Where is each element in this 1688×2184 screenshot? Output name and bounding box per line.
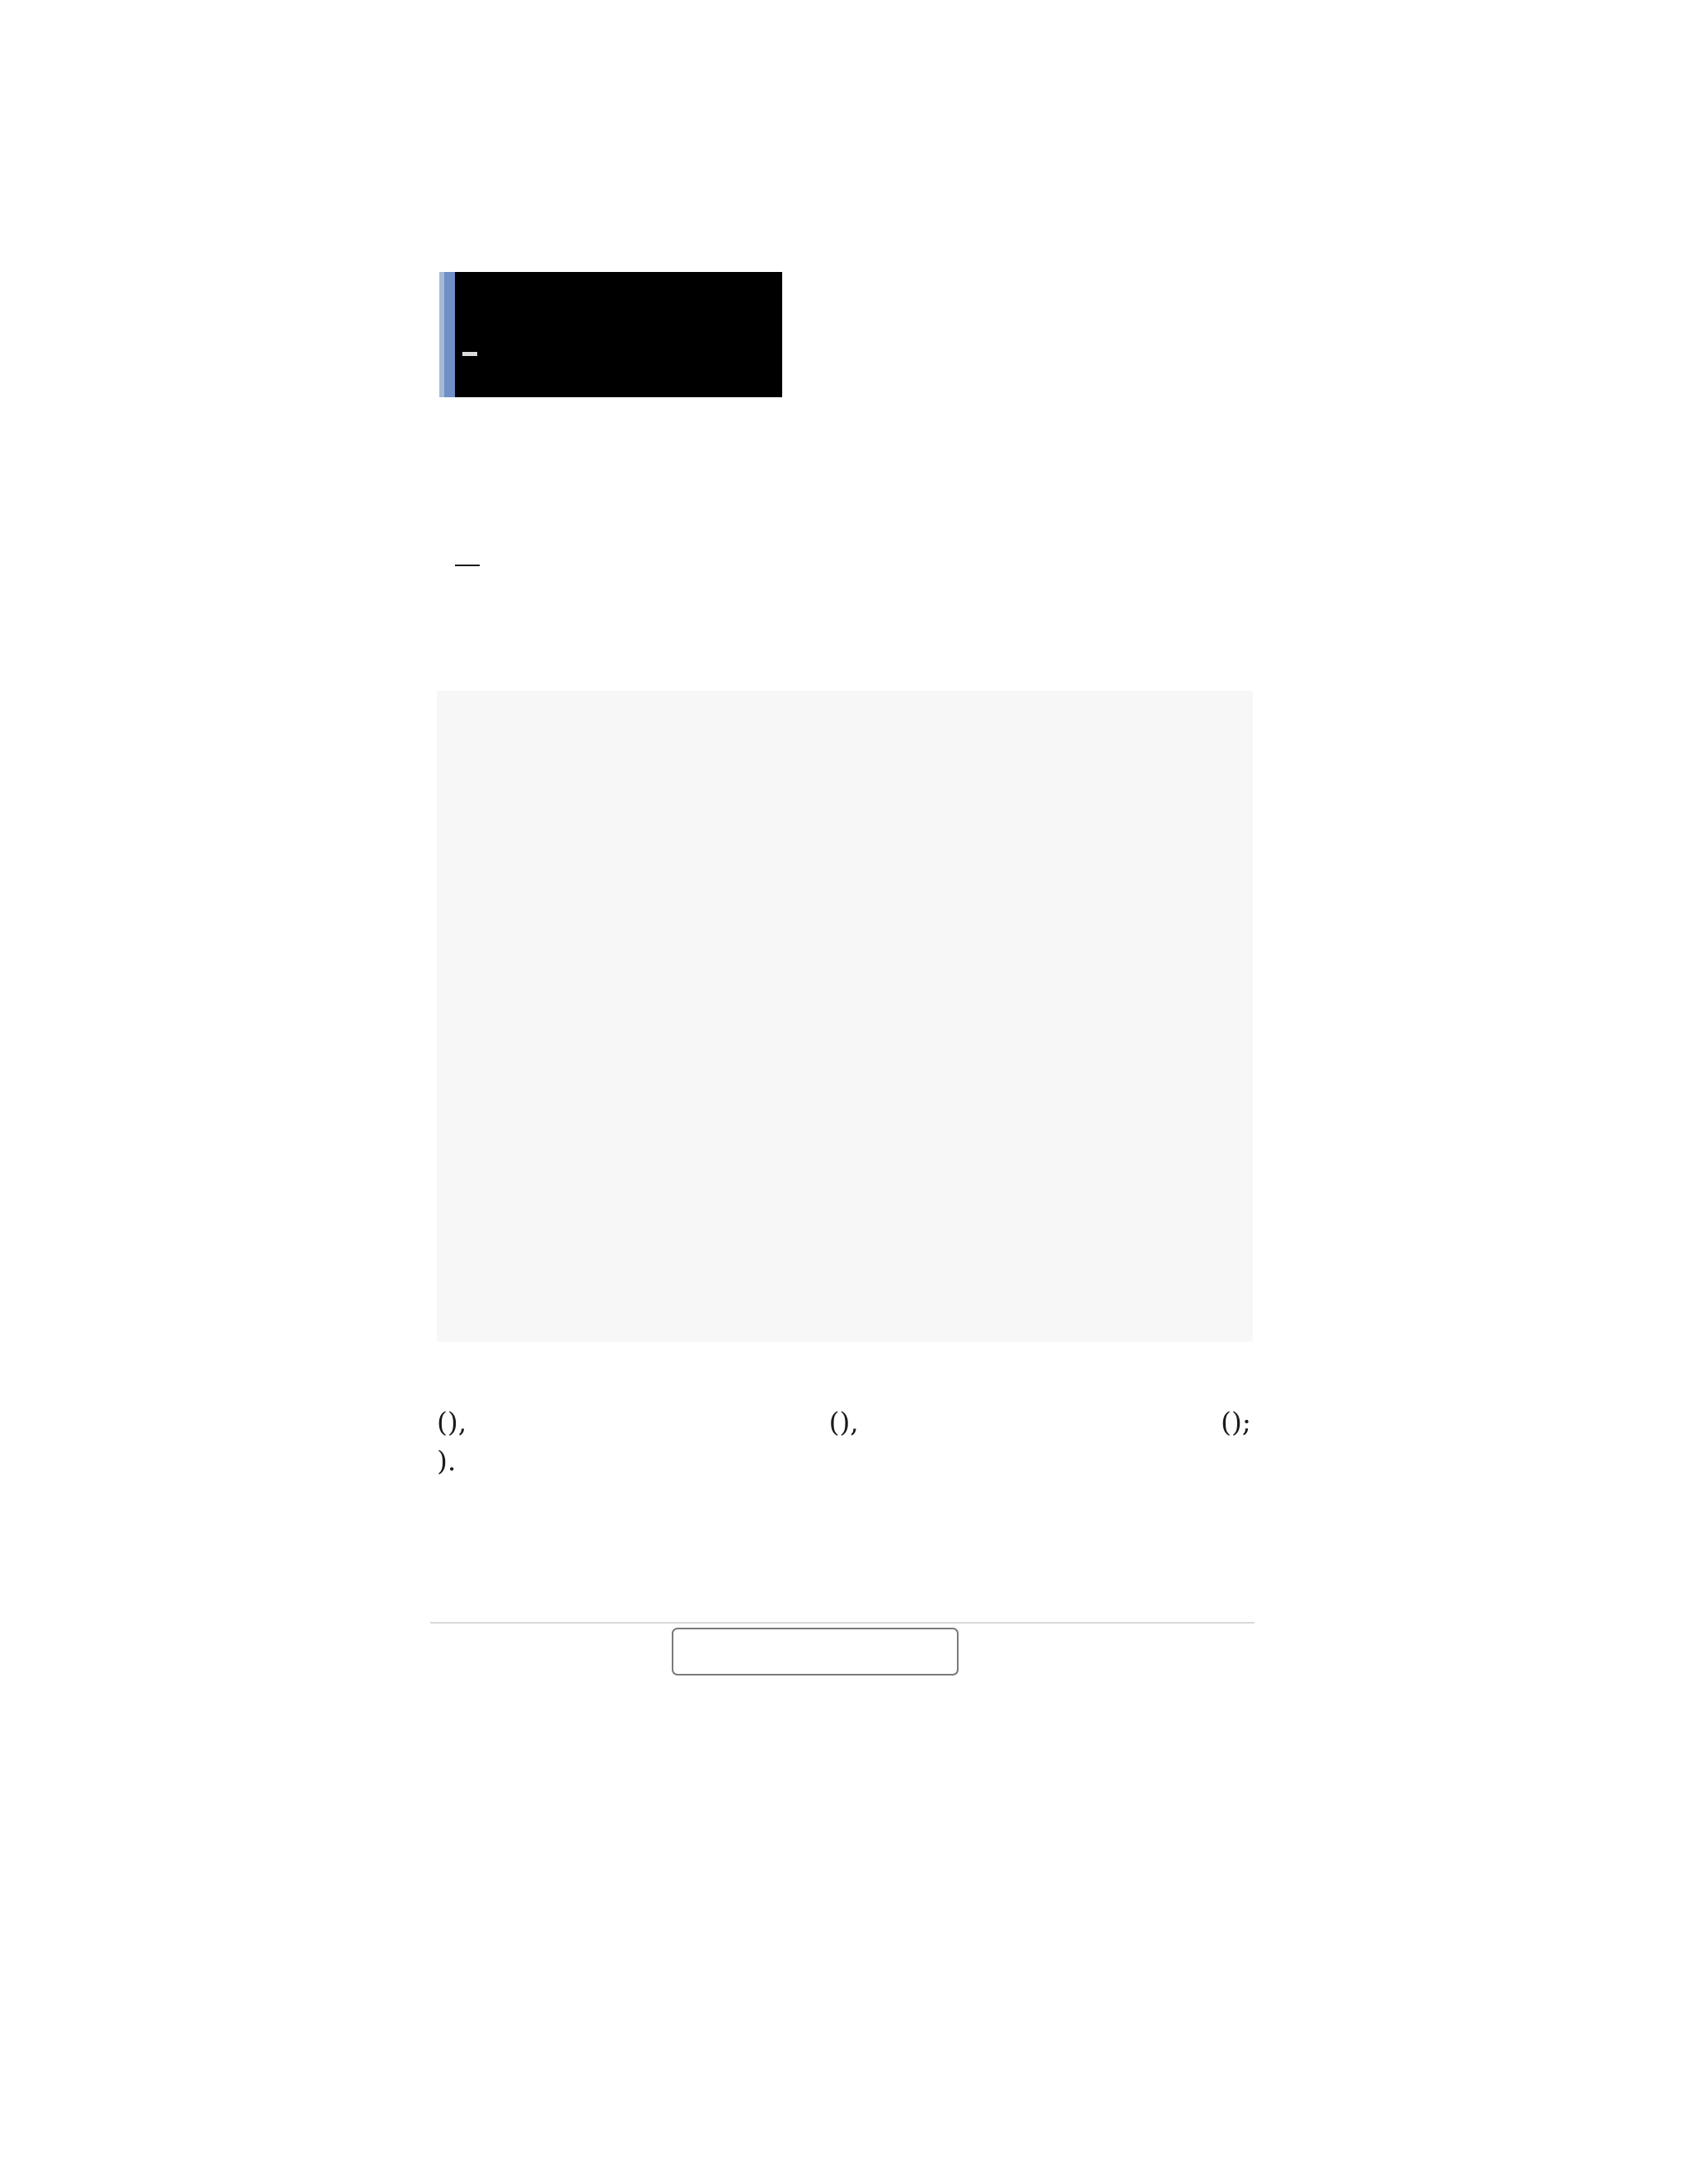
footer-empty-box <box>672 1628 959 1675</box>
sine-term: (), <box>437 1406 467 1438</box>
footer-page <box>1133 1630 1149 1659</box>
model-line-1 <box>437 1405 1251 1439</box>
cosine-term: (), <box>828 1406 859 1438</box>
tangent-term: (); <box>1221 1406 1251 1438</box>
terminal-cursor <box>462 352 477 356</box>
model-line-2 <box>437 1444 1251 1478</box>
formula-line <box>437 540 457 574</box>
terminal-line-3 <box>461 335 477 359</box>
unit-circle-diagram <box>437 691 1253 1342</box>
unit-circle-svg <box>437 691 1253 1342</box>
theta-term: ). <box>437 1445 457 1477</box>
terminal-screenshot <box>439 272 782 397</box>
footer-rule <box>430 1622 1254 1624</box>
terminal-window-edge-inner <box>444 272 455 397</box>
